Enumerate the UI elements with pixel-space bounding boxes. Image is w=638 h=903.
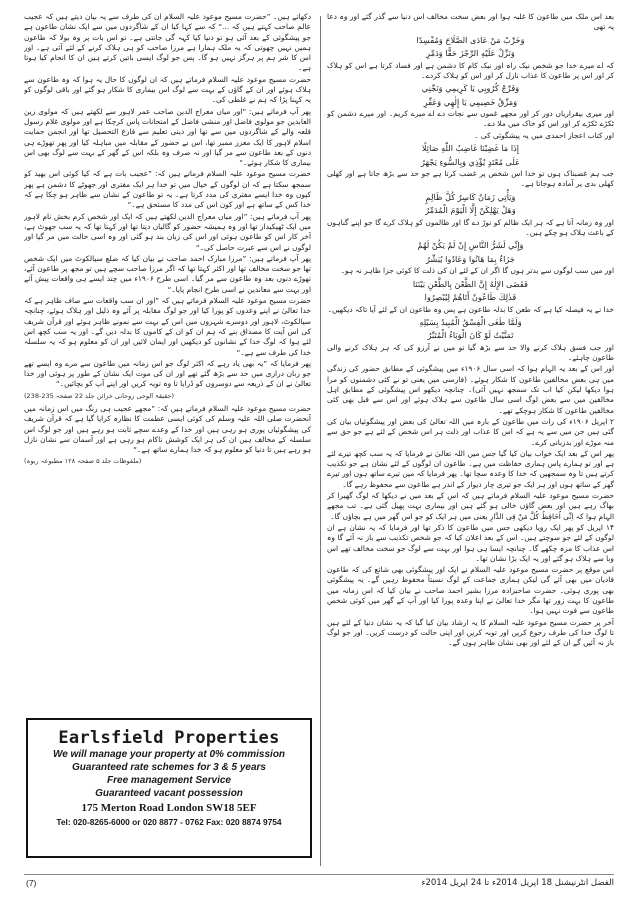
paragraph: پھر اس کے بعد ایک خواب بیان کیا گیا جس میں اللہ تعالیٰ نے فرمایا کہ یہ سب کچھ تیرے لئے ہے اور تو ہمارے پاس ہماری حفاظت میں ہے۔ طاعون ان لوگوں کے لئے نشان ہے جو تکذیب کرتے ہیں تا وہ سمجھیں کہ خدا کا وعدہ سچا تھا۔ پھر فرمایا کہ میں تیرے ساتھ ہوں اور تیرے گھر کے ساتھ ہوں اور ہر ایک جو تیری چار دیوار کے اندر ہے طاعون سے محفوظ رہے گا۔ bbox=[327, 448, 614, 489]
ad-line: We will manage your property at 0% commission bbox=[52, 749, 286, 760]
arabic-verse: وَإِنِّي لَشَرُّ النَّاسِ إِنْ لَمْ يَكُنْ لَهُمْ bbox=[417, 240, 524, 251]
paragraph: حضرت مسیح موعود علیہ السلام فرماتے ہیں کہ ”اور ان سب واقعات سے صاف ظاہر ہے کہ خدا تعالیٰ نے اپنے وعدوں کو پورا کیا اور جو لوگ مقابلہ پر آئے وہ ذلیل اور ہلاک ہوئے، چنانچہ سیالکوٹ، لاہور اور دوسرے شہروں میں اس کے بہت سے نمونے ظاہر ہوئے اور قرآن شریف کی اس آیت کا مصداق بنے کہ ہم ان کو ان کے کاموں کا بدلہ دیں گے۔ اور یہ سب کچھ اس لئے ہوا کہ لوگ خدا کے نشانوں کو دیکھیں اور ایمان لائیں اور ان کو معلوم ہو کہ یہ سلسلہ خدا کی طرف سے ہے۔“ bbox=[24, 296, 311, 357]
ad-address: 175 Merton Road London SW18 5EF bbox=[81, 802, 257, 814]
paragraph: پھر آپ فرماتے ہیں: ”اور میاں معراج الدین لکھتے ہیں کہ ایک اور شخص کرم بخش نام لاہور میں ایک ٹھیکیدار تھا اور وہ ہمیشہ حضور کو گالیاں دیتا تھا اور کہتا تھا کہ یہ سب جھوٹ ہے، آخر کار اس کو طاعون ہوئی اور اس کی زبان بند ہو گئی اور وہ اسی حالت میں مر گیا اور لوگوں نے اس سے عبرت حاصل کی۔“ bbox=[24, 211, 311, 252]
ad-line: Guaranteed vacant possession bbox=[95, 788, 243, 799]
paragraph: ۲ اپریل ۱۹۰۶ء کی رات میں طاعون کے بارہ میں اللہ تعالیٰ کی بعض اور پیشگوئیاں بیان کی گئی ہیں جن میں سے یہ ہے کہ اس کا عذاب اور ذلت ہر اس شخص کے لئے ہے جو حق سے منہ موڑے اور بدزبانی کرے۔ bbox=[327, 416, 614, 447]
footer-divider bbox=[24, 874, 614, 875]
arabic-verse: وَخَرِّبْ مَنْ عَادَى الصَّلَاحَ وَمُفْسِدًا bbox=[416, 34, 525, 45]
paragraph: اور میں سب لوگوں سے بدتر ہوں گا اگر ان کے لئے ان کی ذلت کا کوئی جزا ظاہر نہ ہو۔ bbox=[340, 266, 614, 276]
page-number: (7) bbox=[26, 878, 37, 888]
ad-line: Guaranteed rate schemes for 3 & 5 years bbox=[72, 762, 266, 773]
paragraph: اس موقع پر حضرت مسیح موعود علیہ السلام نے ایک اور پیشگوئی بھی شائع کی کہ طاعون قادیان میں بھی آئے گی لیکن ہماری جماعت کے لوگ نسبتاً محفوظ رہیں گے۔ یہ پیشگوئی بھی پوری ہوئی۔ حضرت صاحبزادہ مرزا بشیر احمد صاحب نے بیان کیا کہ اس زمانہ میں طاعون کا بہت زور تھا مگر خدا تعالیٰ نے اپنا وعدہ پورا کیا اور آپ کے گھر میں کوئی شخص طاعون سے فوت نہیں ہوا۔ bbox=[327, 565, 614, 616]
ad-line: Free management Service bbox=[107, 775, 231, 786]
paragraph: پھر فرمایا کہ ”یہ بھی یاد رہے کہ اکثر لوگ جو اس زمانہ میں طاعون سے مرے وہ ایسے تھے جو زبان درازی میں حد سے بڑھ گئے تھے اور ان کی موت ایک نشان کے طور پر ہوئی اور خدا تعالیٰ نے ان کے ذریعہ سے دوسروں کو ڈرایا تا وہ توبہ کریں اور اپنے آپ کو بچائیں۔“ bbox=[24, 358, 311, 389]
arabic-verse: وَمَزِّقْ خَصِيمِي يَا إِلٰهِي وَعَفِّرِ bbox=[423, 96, 518, 107]
paragraph: حضرت مسیح موعود علیہ السلام فرماتے ہیں کہ: ”عجیب بات ہے کہ کیا کوئی اس بھید کو سمجھ سکتا ہے کہ ان لوگوں کے خیال میں تو خدا ہر ایک مفتری اور جھوٹے کا دشمن ہے پھر کیوں وہ خدا ایسے مفتری کی مدد کرتا ہے۔ یہ تو طاعون کے نشان سے ظاہر ہو چکا ہے کہ خدا کس کے ساتھ ہے اور کون اس کی مدد کا مستحق ہے۔“ bbox=[24, 169, 311, 210]
paragraph: کہ اے میرے خدا جو شخص نیک راہ اور نیک کام کا دشمن ہے اور فساد کرتا ہے اس کو ہلاک کر اور اس پر طاعون کا عذاب نازل کر اور اس کو ہلاک کردے۔ bbox=[327, 60, 614, 80]
paragraph: اور کتاب اعجاز احمدی میں یہ پیشگوئی کی ۔ bbox=[474, 130, 614, 140]
right-column bbox=[327, 12, 614, 870]
arabic-verse: وَنَزِّلْ عَلَيْهِ الرِّجْزَ حَقًّا وَدَمِّرِ bbox=[426, 48, 515, 59]
column-divider bbox=[320, 16, 321, 866]
citation: (حقیقۃ الوحی روحانی خزائن جلد 22 صفحہ 235-238) bbox=[24, 391, 175, 400]
paragraph: اور میری بیقراریاں دور کر اور مجھے غموں سے نجات دے اے میرے کریم۔ اور میرے دشمن کو ٹکڑے ٹکڑے کر اور اس کو خاک میں ملا دے۔ bbox=[327, 109, 614, 129]
arabic-verse: وَفَرِّجْ كُرُوبِي يَا كَرِيمِي وَنَجِّنِي bbox=[421, 83, 520, 94]
paragraph: خدا نے یہ فیصلہ کیا ہے کہ طعن کا بدلہ طاعون ہے پس وہ طاعون ان کے لئے آیا تاکہ دیکھیں۔ bbox=[327, 304, 614, 314]
ad-phone: Tel: 020-8265-6000 or 020 8877 - 0762 Fax: 020 8874 9754 bbox=[56, 817, 282, 827]
paragraph: حضرت مسیح موعود علیہ السلام فرماتے ہیں کہ: ”مجھے عجیب ہی رنگ میں اس زمانہ میں آنحضرت صلی اللہ علیہ وسلم کی کوئی ایسی عظمت کا نظارہ کرایا گیا ہے کہ قرآن شریف کی پیشگوئیاں پوری ہو رہی ہیں اور خدا کے وعدے سچے ثابت ہو رہے ہیں اور جو لوگ اس سلسلہ کے مخالف ہیں ان کی ہر ایک کوشش ناکام ہو رہی ہے اور آسمان سے نشان نازل ہو رہے ہیں تا دنیا کو معلوم ہو کہ خدا ہمارے ساتھ ہے۔“ bbox=[24, 403, 311, 455]
paragraph: دکھاتے ہیں۔ ”حضرت مسیح موعود علیہ السلام ان کی طرف سے یہ بیان دیتے ہیں کہ عجیب عالم صاحب کہتے ہیں کہ ...“ کہ سے کہا کیا ان کے شاگردوں میں سے ایک نشان طاعون ہے جو پیشگوئی کے بعد آئی ہو تو دنیا کیا کہہ گی جانتی ہے۔ تو اس بات پر وہ بولا کہ طاعون ہمیں نہیں چھوتی کہ یہ ملک ہمارا ہے مرزا صاحب کو ہی ہلاک کرنے کے لئے آئی ہے۔ اور اس کا شر ہم پر ہرگز نہیں ہو گا۔ پس جو لوگ ایسی باتیں کرتے ہیں ان کا انجام کیا ہوتا ہے۔ bbox=[24, 12, 311, 73]
arabic-verse: تَمَنَّيْتُ لَوْ كَانَ الْوَبَاءُ الْمُتَبِّرُ bbox=[427, 330, 514, 341]
arabic-verse: جَزَاءٌ بِمَا هَانُوا وَعَادُوا يُبَشِّرُ bbox=[426, 253, 515, 264]
paragraph: بعد اس ملک میں طاعون کا غلبہ ہوا اور بعض سخت مخالف اس دنیا سے گذر گئے اور وہ دعا یہ تھی bbox=[327, 12, 614, 32]
advertisement-box bbox=[26, 718, 312, 858]
page bbox=[24, 12, 614, 870]
paragraph: حضرت مسیح موعود علیہ السلام فرماتے ہیں کہ اس کے بعد میں نے دیکھا کہ لوگ گھبرا کر بھاگ رہے ہیں اور بعض گاؤں خالی ہو گئے ہیں اور بیماری بہت پھیل گئی ہے۔ تب مجھے الہام ہوا کہ اِنِّی اُحَافِظُ کُلَّ مَنْ فِی الدَّارِ یعنی میں ہر ایک کو جو اس گھر میں ہے بچاؤں گا۔ bbox=[327, 491, 614, 521]
ad-title: Earlsfield Properties bbox=[58, 728, 280, 748]
arabic-verse: فَقَضَى الإِلٰهُ إِنَّ الطَّعْنَ بِالطَّعْنِ بَيْنَنَا bbox=[412, 278, 529, 289]
paragraph: پھر آپ فرماتے ہیں: ”اور میاں معراج الدین صاحب عمر لاہور سے لکھتے ہیں کہ مولوی زین العابدین جو مولوی فاضل اور منشی فاضل کے امتحانات پاس کرچکا ہے اور مولوی غلام رسول قلعہ والے کے شاگردوں میں سے تھا اور دینی تعلیم سے فارغ التحصیل تھا اور انجمن حمایت اسلام لاہور کا ایک معزز ممبر تھا، اس نے حضور کے مقابلہ میں مباہلہ کیا اور پھر تھوڑے ہی دنوں کے بعد طاعون سے مر گیا اور نہ صرف وہ بلکہ اس کے گھر کے بہت سے لوگ بھی اس بیماری کا شکار ہوئے۔“ bbox=[24, 106, 311, 168]
paragraph: اور اس کے بعد یہ الہام ہوا کہ اسی سال ۱۹۰۶ء میں پیشگوئی کے مطابق حضور کی زندگی میں ہی بعض مخالفین طاعون کا شکار ہوئے۔ (فارسی میں یعنی تو نے کئی دشمنوں کو مرا ہوا دیکھا لیکن کیا اب تک سمجھ نہیں آئی)۔ چنانچہ دیکھو اس پیشگوئی کے مطابق اہل مخالفین میں سے بعض لوگ اسی سال طاعون سے ہلاک ہوئے اور اس سے قبل بھی کئی مخالفین طاعون کا شکار ہوچکے تھے۔ bbox=[327, 364, 614, 415]
paragraph: ۱۴ اپریل کو پھر ایک رویا دیکھی جس میں طاعون کا ذکر تھا اور فرمایا کہ یہ نشان ہے ان لوگوں کے لئے جو سوچتے ہیں۔ اس کے بعد اعلان کیا کہ جو شخص تکذیب سے باز نہ آئے گا وہ اس عذاب کا مزہ چکھے گا۔ چنانچہ ایسا ہی ہوا اور بہت سے لوگ جو سخت مخالف تھے اس وبا سے ہلاک ہو گئے اور یہ ایک بڑا نشان تھا۔ bbox=[327, 522, 614, 563]
arabic-verse: وَيَأْتِي زَمَانٌ كَاسِرٌ كُلَّ ظَالِمٍ bbox=[425, 191, 516, 202]
paragraph: آخر پر حضرت مسیح موعود علیہ السلام کا یہ ارشاد بیان کیا گیا کہ یہ نشان دنیا کے لئے ہیں تا لوگ خدا کی طرف رجوع کریں اور توبہ کریں اور اپنی حالت کو درست کریں۔ اور جو لوگ باز نہ آئیں گے ان کے لئے اور بھی نشان ظاہر ہوں گے۔ bbox=[327, 617, 614, 648]
arabic-verse: إِذَا مَا غَضِبْنَا غَاضِبُ اللّٰهِ صَائِلًا bbox=[421, 143, 520, 154]
arabic-verse: عَلَى مُعْتَدٍ يُؤْذِي وَبِالسُّوءِ يَجْهَرُ bbox=[421, 156, 520, 167]
citation: (ملفوظات جلد ۵ صفحہ ۱۲۸ مطبوعہ ربوہ) bbox=[24, 457, 142, 466]
issue-date: الفضل انٹرنیشنل 18 اپریل 2014ء تا 24 اپریل 2014ء bbox=[421, 878, 614, 888]
arabic-verse: وَهَلْ يَهْلِكَنْ إِلَّا الْيَوْمَ الْمُدَمِّرُ bbox=[425, 205, 516, 216]
paragraph: جب ہم غضبناک ہوں تو خدا اس شخص پر غضب کرتا ہے جو حد سے بڑھ جاتا ہے اور کھلی کھلی بدی پر آمادہ ہوجاتا ہے۔ bbox=[327, 169, 614, 189]
arabic-verse: فَذٰلِكَ طَاعُونٌ أَتَاهُمْ لِيُبْصِرُوا bbox=[424, 292, 517, 303]
paragraph: پھر آپ فرماتے ہیں: ”مرزا مبارک احمد صاحب نے بیان کیا کہ ضلع سیالکوٹ میں ایک شخص تھا جو سخت مخالف تھا اور اکثر کہتا تھا کہ اگر مرزا صاحب سچے ہیں تو مجھ پر طاعون آئے، تھوڑے دنوں بعد وہ طاعون سے مر گیا۔ اسی طرح ۱۹۰۶ء میں چند ایسے ہی واقعات پیش آئے اور بہت سے معاندین نے اسی طرح انجام پایا۔“ bbox=[24, 253, 311, 294]
arabic-verse: وَلَمَّا طَغَى الْفِسْقُ الْمُبِيدُ بِسَيْلِهِ bbox=[419, 316, 522, 327]
paragraph: اور جب فسق ہلاک کرنے والا حد سے بڑھ گیا تو میں نے آرزو کی کہ ہر ہلاک کرنے والی طاعون چاہئے۔ bbox=[327, 342, 614, 363]
paragraph: حضرت مسیح موعود علیہ السلام فرماتے ہیں کہ ان لوگوں کا حال یہ ہوا کہ وہ طاعون سے ہلاک ہوئے اور ان کے گاؤں کے بہت سے لوگ اس بیماری کا شکار ہو گئے اور باقی لوگوں کو یہ کہنا پڑا کہ ہم نے غلطی کی۔ bbox=[24, 74, 311, 105]
paragraph: اور وہ زمانہ آتا ہے کہ ہر ایک ظالم کو توڑ دے گا اور ظالموں کو ہلاک کرے گا جو اپنے گناہوں کے باعث ہلاک ہو چکے ہیں۔ bbox=[327, 217, 614, 237]
